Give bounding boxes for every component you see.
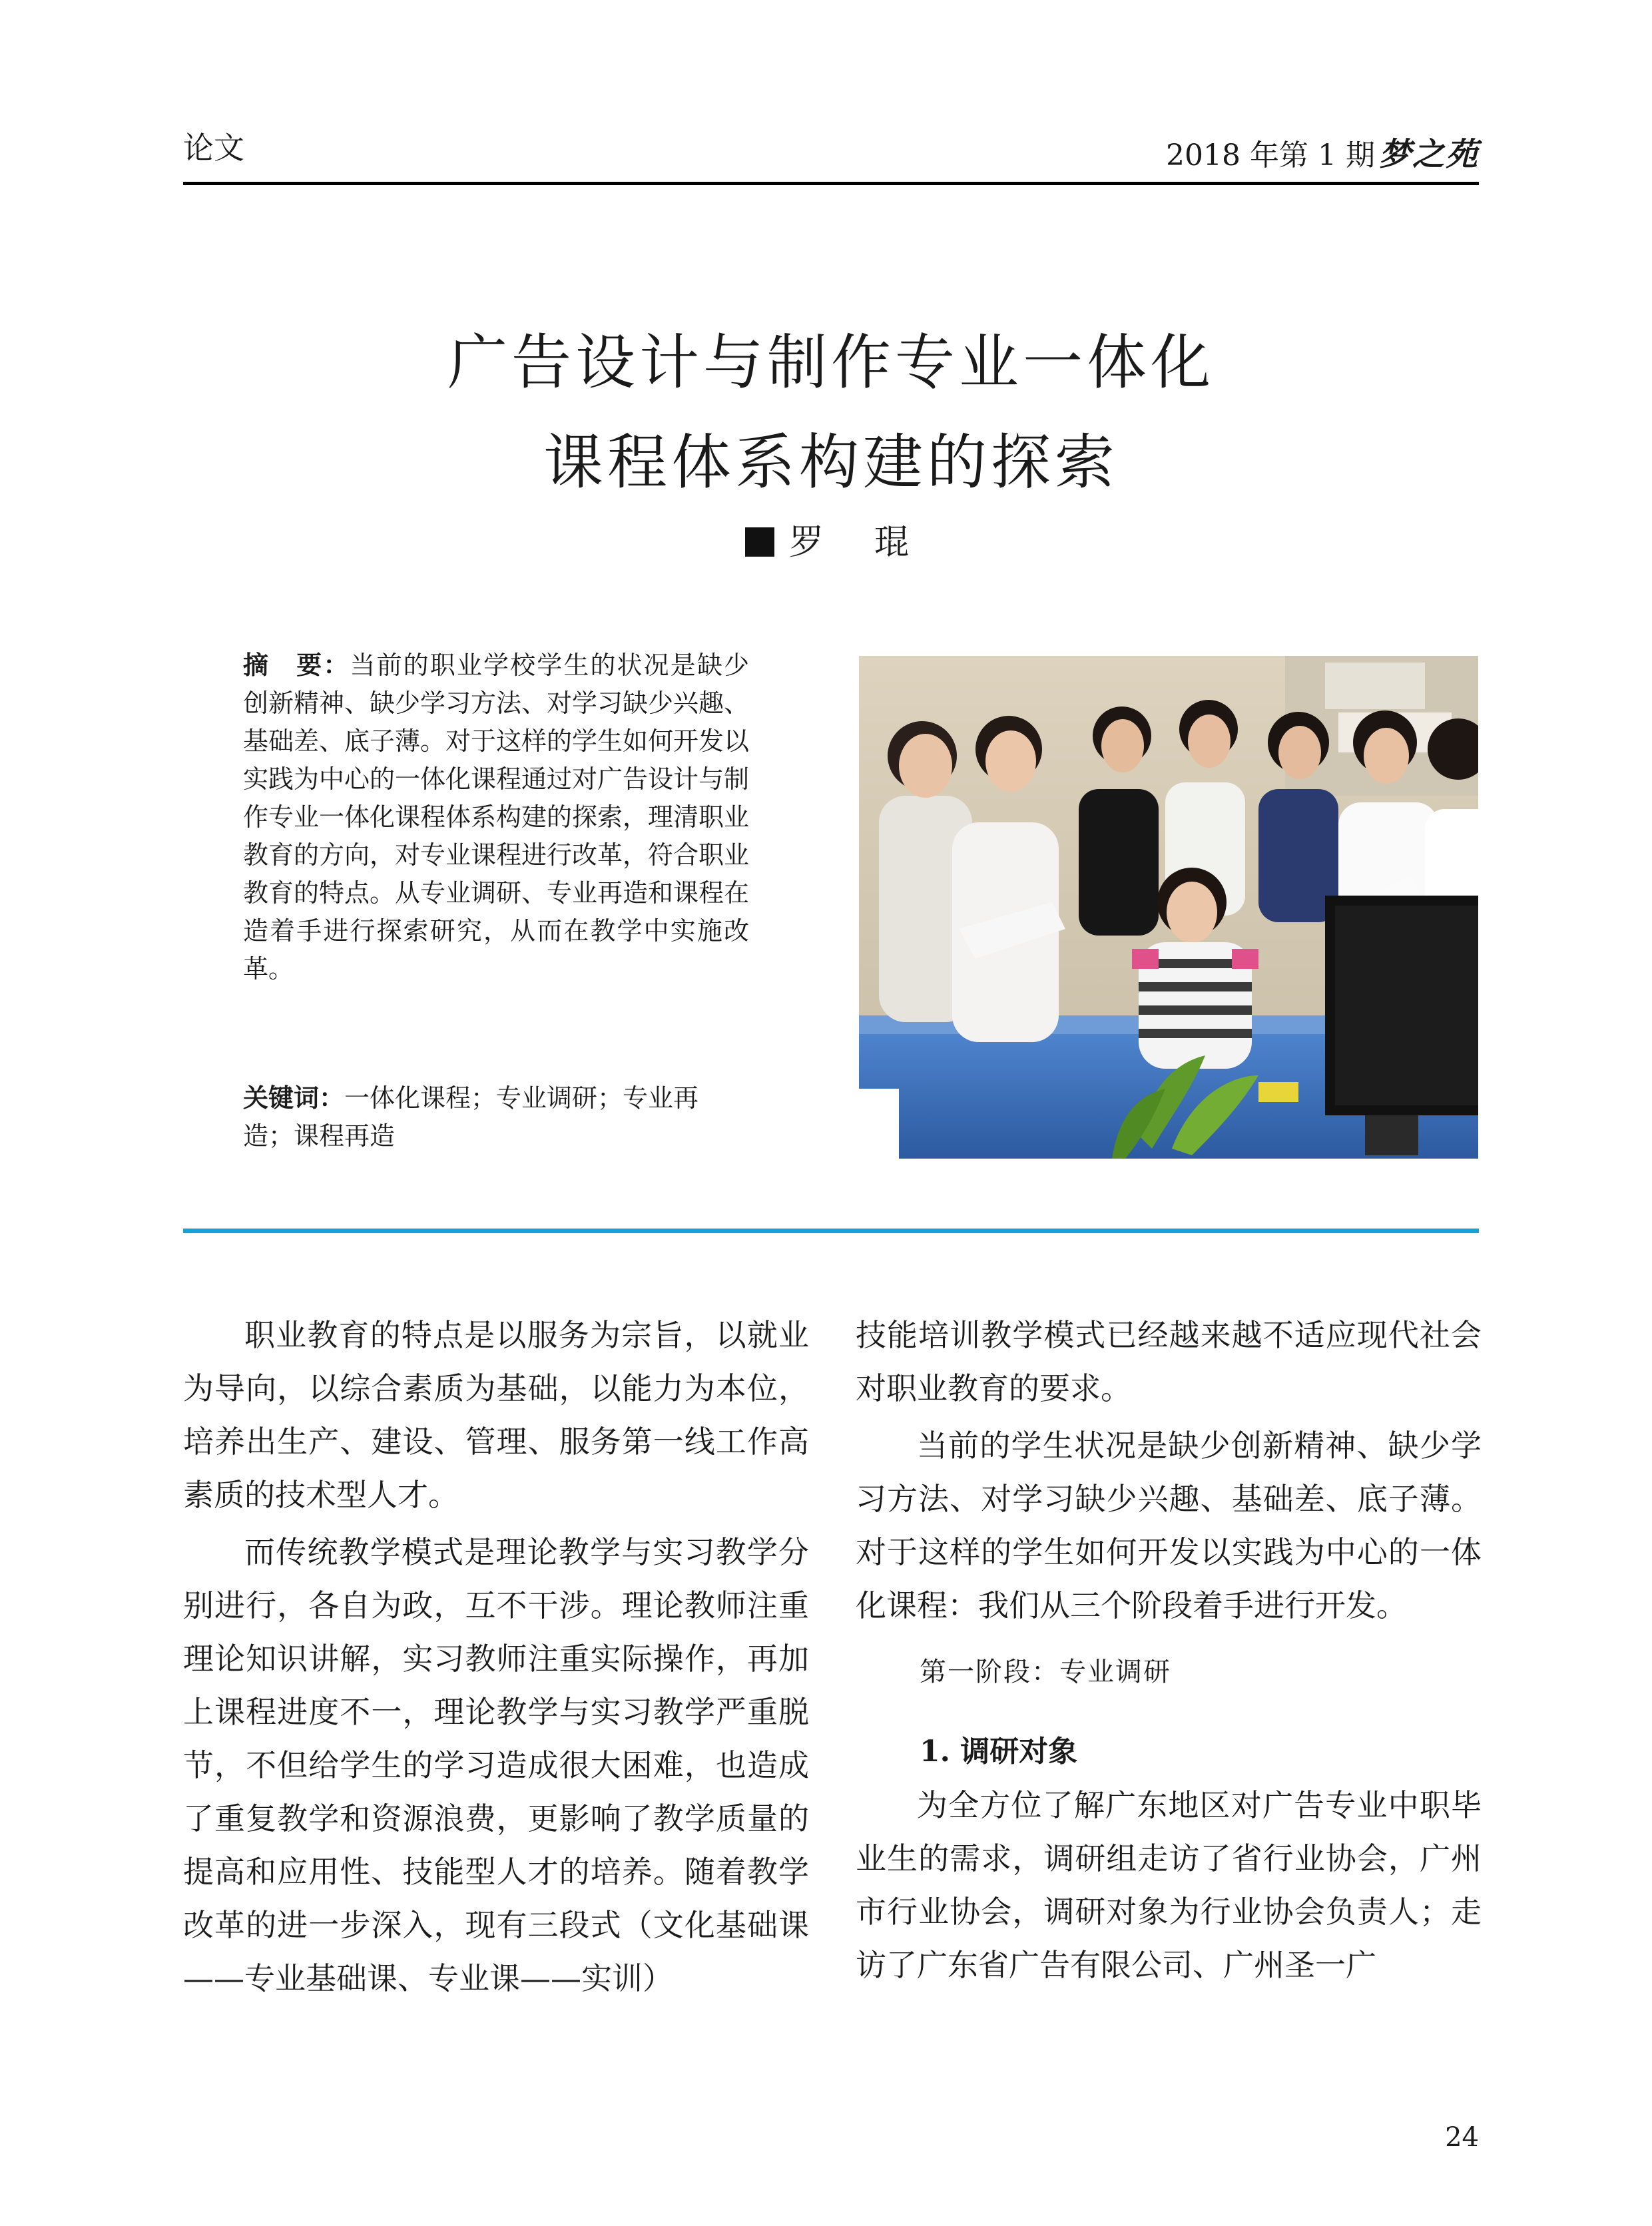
header-divider [183, 182, 1479, 185]
body-paragraph: 职业教育的特点是以服务为宗旨，以就业为导向，以综合素质为基础，以能力为本位，培养出生产、建设、管理、服务第一线工作高素质的技术型人才。 [183, 1317, 809, 1513]
classroom-photo [859, 656, 1478, 1159]
abstract-label: 摘 要： [243, 650, 350, 680]
issue-number: 2018 年第 1 期 [1166, 139, 1375, 172]
body-paragraph: 而传统教学模式是理论教学与实习教学分别进行，各自为政，互不干涉。理论教师注重理论知识讲解，实习教师注重实际操作，再加上课程进度不一，理论教学与实习教学严重脱节，不但给学生的学习造成很大困难，也造成了重复教学和资源浪费，更影响了教学质量的提高和应用性、技能型人才的培养。随着教学改革的进一步深入，现有三段式（文化基础课——专业基础课、专业课——实训） [183, 1534, 809, 1996]
body-column-left [183, 1308, 809, 2005]
keywords [243, 1079, 749, 1155]
title-line-1: 广告设计与制作专业一体化 [447, 328, 1215, 398]
page-number: 24 [1445, 2122, 1479, 2153]
square-bullet-icon [745, 527, 774, 557]
phase-heading: 第一阶段：专业调研 [920, 1657, 1171, 1687]
sub-heading: 1. 调研对象 [920, 1735, 1078, 1769]
section-label: 论文 [183, 130, 244, 166]
keywords-text: 一体化课程；专业调研；专业再造；课程再造 [243, 1083, 699, 1151]
body-column-right [856, 1308, 1482, 1992]
issue-info [1166, 136, 1479, 174]
section-divider [183, 1229, 1479, 1233]
title-line-2: 课程体系构建的探索 [543, 427, 1119, 497]
keywords-label: 关键词： [243, 1083, 345, 1113]
author-name: 罗 琨 [788, 523, 917, 563]
abstract [243, 646, 749, 988]
body-paragraph-continued: 技能培训教学模式已经越来越不适应现代社会对职业教育的要求。 [856, 1317, 1482, 1406]
page-header [0, 0, 1652, 193]
article-title [183, 313, 1479, 513]
author-line [183, 519, 1479, 566]
abstract-text: 当前的职业学校学生的状况是缺少创新精神、缺少学习方法、对学习缺少兴趣、基础差、底子薄。对于这样的学生如何开发以实践为中心的一体化课程通过对广告设计与制作专业一体化课程体系构建的探索，理清职业教育的方向，对专业课程进行改革，符合职业教育的特点。从专业调研、专业再造和课程在造着手进行探索研究，从而在教学中实施改革。 [243, 651, 750, 983]
classroom-photo-illustration [859, 656, 1478, 1159]
body-paragraph: 当前的学生状况是缺少创新精神、缺少学习方法、对学习缺少兴趣、基础差、底子薄。对于这样的学生如何开发以实践为中心的一体化课程：我们从三个阶段着手进行开发。 [856, 1428, 1482, 1623]
body-paragraph: 为全方位了解广东地区对广告专业中职毕业生的需求，调研组走访了省行业协会，广州市行业协会，调研对象为行业协会负责人；走访了广东省广告有限公司、广州圣一广 [856, 1787, 1482, 1983]
journal-name: 梦之苑 [1378, 136, 1479, 173]
